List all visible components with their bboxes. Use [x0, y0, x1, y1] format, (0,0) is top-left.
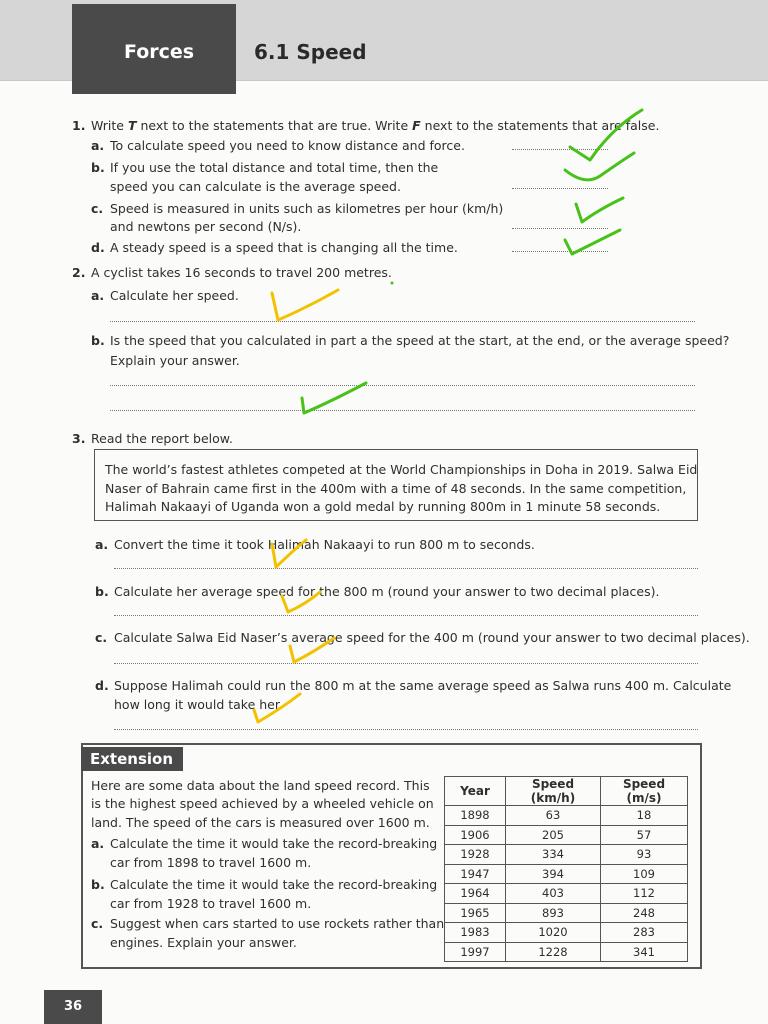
page-number: 36 [44, 990, 102, 1024]
q2b-answer-line-1[interactable] [110, 385, 695, 386]
table-cell-kmh: 334 [506, 845, 601, 865]
extension-intro-line-2: is the highest speed achieved by a wheeled vehicle on [91, 796, 434, 811]
extension-title: Extension [81, 747, 183, 771]
table-cell-year: 1928 [445, 845, 506, 865]
q1b-text-line1: If you use the total distance and total time, then the [110, 160, 439, 175]
q3a-text: Convert the time it took Halimah Nakaayi to run 800 m to seconds. [114, 537, 535, 552]
q3b-answer-line[interactable] [114, 615, 698, 616]
green-dot-mark [391, 282, 394, 285]
ext-b-line1: Calculate the time it would take the record-breaking [110, 877, 438, 892]
report-line-2: Naser of Bahrain came first in the 400m with a time of 48 seconds. In the same competition, [105, 481, 687, 496]
table-row [445, 942, 688, 962]
q1a-text: To calculate speed you need to know distance and force. [110, 138, 465, 153]
question-3-stem: Read the report below. [91, 431, 233, 446]
table-header-speed-kmh: Speed (km/h) [506, 777, 601, 806]
true-letter: T [127, 118, 137, 133]
q3c-text: Calculate Salwa Eid Naser’s average speed for the 400 m (round your answer to two decimal places). [114, 630, 750, 645]
table-cell-ms: 248 [601, 903, 688, 923]
table-header-year: Year [445, 777, 506, 806]
false-letter: F [412, 118, 421, 133]
report-line-1: The world’s fastest athletes competed at the World Championships in Doha in 2019. Salwa Eid [105, 462, 698, 477]
q1d-label: d. [91, 240, 105, 255]
q3b-text: Calculate her average speed for the 800 m (round your answer to two decimal places). [114, 584, 660, 599]
section-title: 6.1 Speed [254, 40, 367, 64]
table-cell-ms: 57 [601, 825, 688, 845]
q1a-label: a. [91, 138, 105, 153]
question-1-number: 1. [72, 118, 86, 133]
table-row [445, 845, 688, 865]
table-cell-kmh: 394 [506, 864, 601, 884]
table-cell-year: 1898 [445, 806, 506, 826]
q2a-text: Calculate her speed. [110, 288, 239, 303]
ext-a-line2: car from 1898 to travel 1600 m. [110, 855, 312, 870]
green-check-icon [302, 383, 366, 413]
stem-text: Write [91, 118, 128, 133]
ext-c-line1: Suggest when cars started to use rockets rather than [110, 916, 445, 931]
q3d-label: d. [95, 678, 109, 693]
table-row [445, 825, 688, 845]
table-row [445, 806, 688, 826]
extension-intro-line-3: land. The speed of the cars is measured over 1600 m. [91, 815, 430, 830]
q1c-text-line1: Speed is measured in units such as kilometres per hour (km/h) [110, 201, 504, 216]
q3d-answer-line[interactable] [114, 729, 698, 730]
stem-text: next to the statements that are false. [420, 118, 660, 133]
q1c-text-line2: and newtons per second (N/s). [110, 219, 302, 234]
extension-intro-line-1: Here are some data about the land speed record. This [91, 778, 430, 793]
green-check-icon [576, 198, 623, 222]
q3c-label: c. [95, 630, 108, 645]
table-cell-year: 1997 [445, 942, 506, 962]
q2b-text-line2: Explain your answer. [110, 353, 240, 368]
q2b-text-line1: Is the speed that you calculated in part a the speed at the start, at the end, or the average speed? [110, 333, 730, 348]
ext-a-label: a. [91, 836, 105, 851]
q1b-text-line2: speed you can calculate is the average speed. [110, 179, 401, 194]
report-line-3: Halimah Nakaayi of Uganda won a gold medal by running 800m in 1 minute 58 seconds. [105, 499, 661, 514]
stem-text: next to the statements that are true. Write [136, 118, 413, 133]
table-cell-ms: 93 [601, 845, 688, 865]
q3d-text-line1: Suppose Halimah could run the 800 m at the same average speed as Salwa runs 400 m. Calculate [114, 678, 732, 693]
table-row [445, 903, 688, 923]
q2b-answer-line-2[interactable] [110, 410, 695, 411]
question-1-stem [91, 118, 659, 134]
q1c-answer-line[interactable] [512, 228, 608, 229]
table-cell-kmh: 893 [506, 903, 601, 923]
q1d-text: A steady speed is a speed that is changing all the time. [110, 240, 458, 255]
table-header-speed-ms: Speed (m/s) [601, 777, 688, 806]
q3a-label: a. [95, 537, 109, 552]
q2a-label: a. [91, 288, 105, 303]
table-row [445, 923, 688, 943]
table-cell-ms: 109 [601, 864, 688, 884]
yellow-check-icon [272, 290, 338, 320]
q1a-answer-line[interactable] [512, 149, 608, 150]
table-cell-year: 1965 [445, 903, 506, 923]
table-cell-ms: 283 [601, 923, 688, 943]
table-cell-year: 1906 [445, 825, 506, 845]
ext-c-label: c. [91, 916, 104, 931]
ext-b-label: b. [91, 877, 105, 892]
chapter-title: Forces [124, 41, 195, 63]
table-cell-year: 1983 [445, 923, 506, 943]
q2b-label: b. [91, 333, 105, 348]
table-cell-year: 1947 [445, 864, 506, 884]
table-cell-kmh: 1228 [506, 942, 601, 962]
question-2-stem: A cyclist takes 16 seconds to travel 200 metres. [91, 265, 392, 280]
table-cell-year: 1964 [445, 884, 506, 904]
table-row [445, 864, 688, 884]
table-cell-ms: 18 [601, 806, 688, 826]
ext-b-line2: car from 1928 to travel 1600 m. [110, 896, 312, 911]
q1d-answer-line[interactable] [512, 251, 608, 252]
ext-c-line2: engines. Explain your answer. [110, 935, 297, 950]
q3b-label: b. [95, 584, 109, 599]
question-3-number: 3. [72, 431, 86, 446]
table-cell-kmh: 205 [506, 825, 601, 845]
question-2-number: 2. [72, 265, 86, 280]
table-row [445, 884, 688, 904]
green-check-icon [565, 153, 634, 180]
q1b-label: b. [91, 160, 105, 175]
q3d-text-line2: how long it would take her. [114, 697, 283, 712]
table-header-row [445, 777, 688, 806]
q3c-answer-line[interactable] [114, 663, 698, 664]
ext-a-line1: Calculate the time it would take the record-breaking [110, 836, 438, 851]
q2a-answer-line[interactable] [110, 321, 695, 322]
table-cell-kmh: 1020 [506, 923, 601, 943]
table-cell-ms: 341 [601, 942, 688, 962]
q3a-answer-line[interactable] [114, 568, 698, 569]
table-cell-kmh: 63 [506, 806, 601, 826]
land-speed-table [444, 776, 688, 962]
q1c-label: c. [91, 201, 104, 216]
q1b-answer-line[interactable] [512, 188, 608, 189]
table-cell-kmh: 403 [506, 884, 601, 904]
table-cell-ms: 112 [601, 884, 688, 904]
